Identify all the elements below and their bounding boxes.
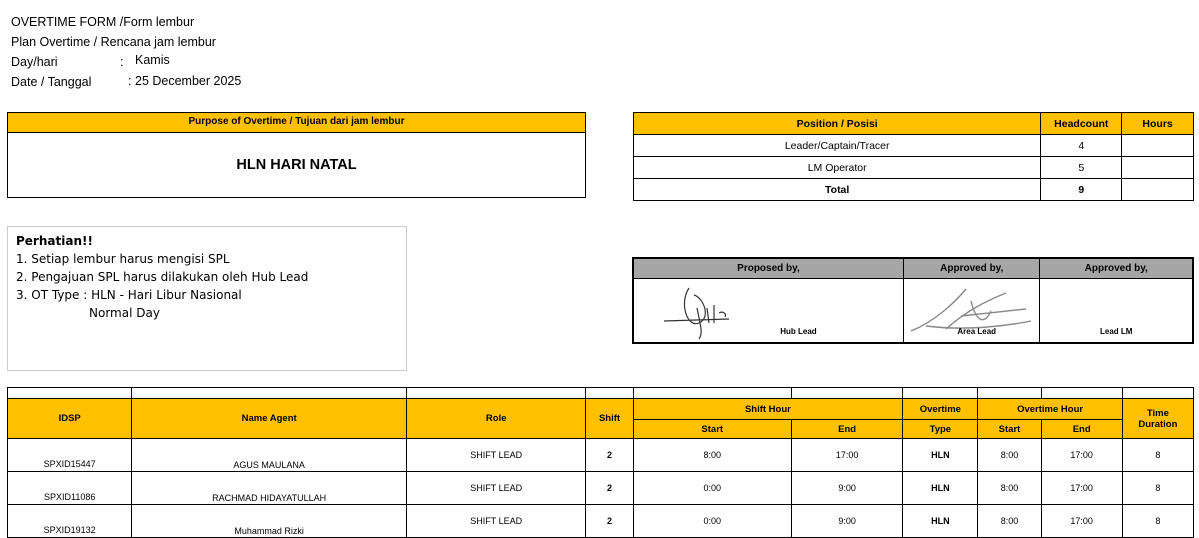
name-cell: Muhammad Rizki bbox=[132, 505, 407, 538]
table-row bbox=[8, 505, 1194, 538]
col-overtime: Overtime bbox=[903, 399, 978, 420]
notes-line-1: 1. Setiap lembur harus mengisi SPL bbox=[16, 252, 230, 266]
total-value: 9 bbox=[1041, 179, 1122, 201]
date-label: Date / Tanggal bbox=[11, 75, 92, 89]
purpose-header: Purpose of Overtime / Tujuan dari jam lembur bbox=[8, 113, 585, 133]
ot-start-cell: 8:00 bbox=[978, 505, 1041, 538]
duration-cell: 8 bbox=[1122, 439, 1193, 472]
position-cell: LM Operator bbox=[634, 157, 1041, 179]
start-cell: 0:00 bbox=[633, 505, 791, 538]
proposed-role: Hub Lead bbox=[780, 327, 817, 336]
col-shift-hour: Shift Hour bbox=[633, 399, 903, 420]
signature-table bbox=[632, 257, 1194, 344]
notes-box bbox=[7, 226, 407, 371]
date-colon: : bbox=[128, 74, 132, 88]
shift-cell: 2 bbox=[586, 505, 633, 538]
ot-start-cell: 8:00 bbox=[978, 472, 1041, 505]
col-time: Time bbox=[1146, 407, 1169, 419]
end-cell: 17:00 bbox=[791, 439, 902, 472]
approved1-role: Area Lead bbox=[957, 327, 997, 336]
total-label: Total bbox=[634, 179, 1041, 201]
end-cell: 9:00 bbox=[791, 505, 902, 538]
role-cell: SHIFT LEAD bbox=[407, 472, 586, 505]
proposed-signature-cell bbox=[633, 279, 903, 344]
idsp-cell: SPXID19132 bbox=[8, 505, 132, 538]
role-cell: SHIFT LEAD bbox=[407, 439, 586, 472]
col-name: Name Agent bbox=[132, 399, 407, 439]
idsp-cell: SPXID15447 bbox=[8, 439, 132, 472]
headcount-cell: 4 bbox=[1041, 135, 1122, 157]
col-hours: Hours bbox=[1122, 113, 1194, 135]
day-colon: : bbox=[120, 55, 124, 69]
notes-title: Perhatian!! bbox=[16, 234, 93, 248]
approved1-signature-cell bbox=[903, 279, 1040, 344]
col-idsp: IDSP bbox=[8, 399, 132, 439]
ot-end-cell: 17:00 bbox=[1041, 439, 1122, 472]
type-cell: HLN bbox=[903, 472, 978, 505]
approved2-signature-cell bbox=[1040, 279, 1193, 344]
proposed-header: Proposed by, bbox=[633, 258, 903, 279]
hours-cell bbox=[1122, 135, 1194, 157]
col-start: Start bbox=[633, 420, 791, 439]
ot-start-cell: 8:00 bbox=[978, 439, 1041, 472]
approved1-header: Approved by, bbox=[903, 258, 1040, 279]
idsp-cell: SPXID11086 bbox=[8, 472, 132, 505]
purpose-value: HLN HARI NATAL bbox=[236, 157, 357, 173]
col-shift: Shift bbox=[586, 399, 633, 439]
headcount-cell: 5 bbox=[1041, 157, 1122, 179]
col-overtime-hour: Overtime Hour bbox=[978, 399, 1122, 420]
table-row bbox=[8, 439, 1194, 472]
date-value: 25 December 2025 bbox=[135, 74, 242, 88]
type-cell: HLN bbox=[903, 439, 978, 472]
start-cell: 8:00 bbox=[633, 439, 791, 472]
col-position: Position / Posisi bbox=[634, 113, 1041, 135]
form-title: OVERTIME FORM /Form lembur bbox=[11, 15, 195, 29]
notes-line-2: 2. Pengajuan SPL harus dilakukan oleh Hub Lead bbox=[16, 270, 309, 284]
notes-line-4: Normal Day bbox=[89, 306, 160, 320]
col-role: Role bbox=[407, 399, 586, 439]
name-cell: AGUS MAULANA bbox=[132, 439, 407, 472]
duration-cell: 8 bbox=[1122, 505, 1193, 538]
day-value: Kamis bbox=[135, 53, 170, 67]
table-row bbox=[8, 472, 1194, 505]
purpose-box bbox=[7, 112, 586, 198]
role-cell: SHIFT LEAD bbox=[407, 505, 586, 538]
duration-cell: 8 bbox=[1122, 472, 1193, 505]
start-cell: 0:00 bbox=[633, 472, 791, 505]
col-type: Type bbox=[903, 420, 978, 439]
overtime-table bbox=[7, 387, 1194, 538]
approved2-header: Approved by, bbox=[1040, 258, 1193, 279]
ot-end-cell: 17:00 bbox=[1041, 505, 1122, 538]
position-table bbox=[633, 112, 1194, 201]
name-cell: RACHMAD HIDAYATULLAH bbox=[132, 472, 407, 505]
col-time-duration bbox=[1122, 399, 1193, 439]
col-headcount: Headcount bbox=[1041, 113, 1122, 135]
col-duration: Duration bbox=[1138, 418, 1178, 430]
total-hours-cell bbox=[1122, 179, 1194, 201]
notes-line-3: 3. OT Type : HLN - Hari Libur Nasional bbox=[16, 288, 242, 302]
shift-cell: 2 bbox=[586, 472, 633, 505]
shift-cell: 2 bbox=[586, 439, 633, 472]
day-label: Day/hari bbox=[11, 55, 58, 69]
type-cell: HLN bbox=[903, 505, 978, 538]
col-end: End bbox=[791, 420, 902, 439]
approved2-role: Lead LM bbox=[1100, 327, 1133, 336]
col-ot-start: Start bbox=[978, 420, 1041, 439]
position-cell: Leader/Captain/Tracer bbox=[634, 135, 1041, 157]
end-cell: 9:00 bbox=[791, 472, 902, 505]
hours-cell bbox=[1122, 157, 1194, 179]
col-ot-end: End bbox=[1041, 420, 1122, 439]
plan-label: Plan Overtime / Rencana jam lembur bbox=[11, 35, 216, 49]
ot-end-cell: 17:00 bbox=[1041, 472, 1122, 505]
